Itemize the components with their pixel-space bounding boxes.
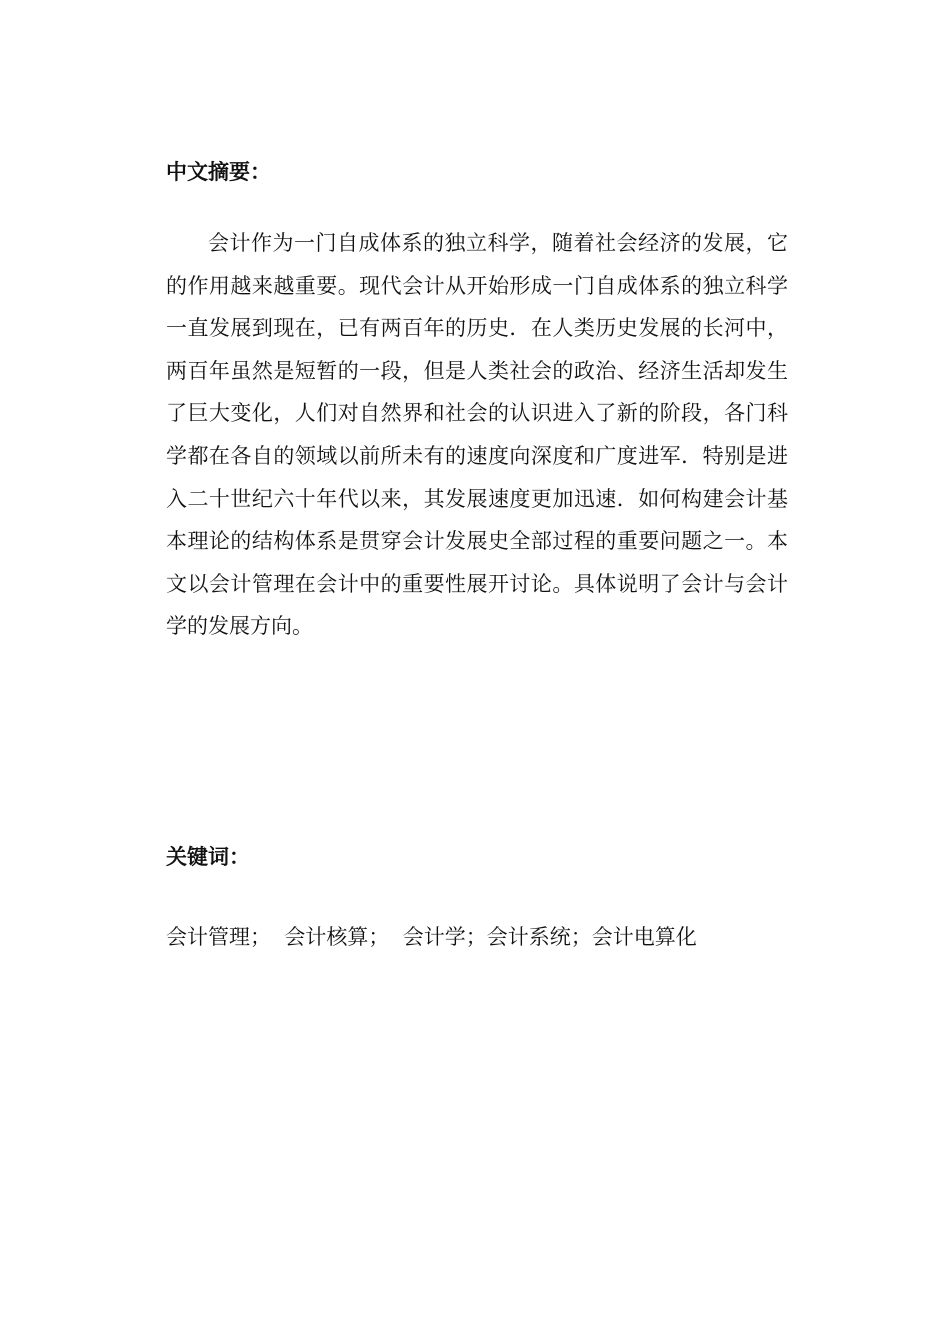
keyword-item: 会计学；	[402, 925, 487, 949]
keyword-item: 会计电算化	[591, 925, 697, 949]
abstract-body: 会计作为一门自成体系的独立科学，随着社会经济的发展，它的作用越来越重要。现代会计从开始形成一门自成体系的独立科学一直发展到现在，已有两百年的历史．在人类历史发展的长河中，两百年虽然是短暂的一段，但是人类社会的政治、经济生活却发生了巨大变化，人们对自然界和社会的认识进入了新的阶段，各门科学都在各自的领域以前所未有的速度向深度和广度进军．特别是进入二十世纪六十年代以来，其发展速度更加迅速．如何构建会计基本理论的结构体系是贯穿会计发展史全部过程的重要问题之一。本文以会计管理在会计中的重要性展开讨论。具体说明了会计与会计学的发展方向。	[166, 231, 788, 639]
keyword-separator	[271, 925, 284, 949]
abstract-heading: 中文摘要：	[166, 160, 271, 184]
keyword-item: 会计系统；	[486, 925, 592, 949]
keywords-list	[166, 921, 697, 953]
keyword-item: 会计管理；	[166, 925, 271, 949]
keyword-separator	[389, 925, 402, 949]
keyword-item: 会计核算；	[284, 925, 390, 949]
keywords-heading: 关键词：	[166, 845, 250, 869]
